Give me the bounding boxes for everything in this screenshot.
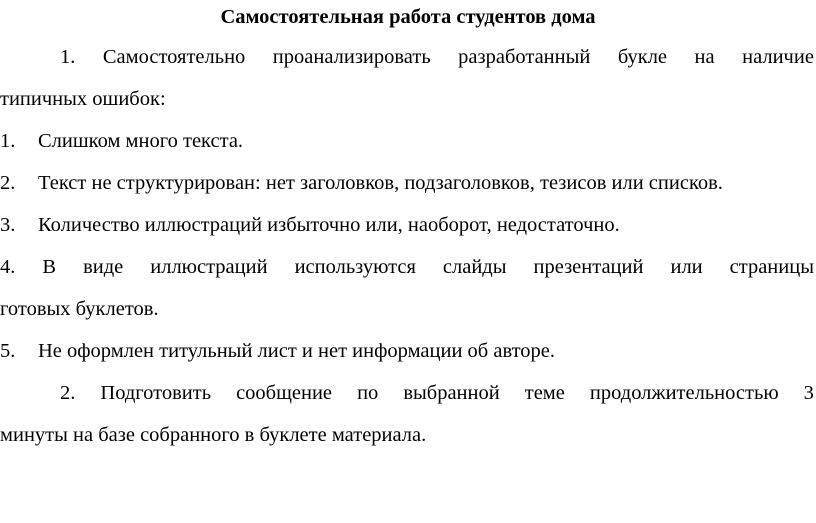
error-number: 2.: [0, 172, 16, 194]
error-text: Слишком много текста.: [38, 130, 244, 152]
error-word: иллюстраций: [150, 256, 268, 278]
error-item-5: [0, 338, 814, 364]
task-2-word: 3: [803, 382, 814, 404]
task-1-word: разработанный: [458, 46, 591, 68]
error-word: используются: [294, 256, 416, 278]
task-1-number: 1.: [60, 46, 76, 68]
error-number: 4.: [0, 256, 16, 278]
error-number: 5.: [0, 340, 16, 362]
error-word: виде: [83, 256, 124, 278]
error-item-3: [0, 212, 814, 238]
task-1-line-1: [60, 44, 814, 70]
task-2-line-1: [60, 380, 814, 406]
task-2-word: Подготовить: [100, 382, 212, 404]
task-1-word: на: [694, 46, 715, 68]
task-1-word: наличие: [742, 46, 814, 68]
error-word: слайды: [442, 256, 507, 278]
error-text: Не оформлен титульный лист и нет информации об авторе.: [38, 340, 556, 362]
error-word: или: [670, 256, 703, 278]
task-1-line-2: типичных ошибок:: [0, 88, 166, 110]
error-text: Количество иллюстраций избыточно или, наоборот, недостаточно.: [38, 214, 620, 236]
task-2-word: теме: [524, 382, 565, 404]
task-1-word: проанализировать: [272, 46, 431, 68]
task-2-number: 2.: [60, 382, 76, 404]
error-word: страницы: [729, 256, 814, 278]
error-number: 1.: [0, 130, 16, 152]
task-2-word: продолжительностью: [589, 382, 779, 404]
error-item-1: [0, 128, 814, 154]
task-2-line-2: минуты на базе собранного в буклете материала.: [0, 424, 427, 446]
task-1-word: Самостоятельно: [102, 46, 246, 68]
task-2-word: сообщение: [236, 382, 333, 404]
error-word: В: [42, 256, 57, 278]
task-1-word: букле: [617, 46, 668, 68]
document-title: Самостоятельная работа студентов дома: [220, 6, 596, 28]
error-number: 3.: [0, 214, 16, 236]
task-2-word: по: [357, 382, 379, 404]
error-item-2: [0, 170, 814, 196]
error-item-4-line-1: [0, 254, 814, 280]
error-item-4-line-2: готовых буклетов.: [0, 298, 159, 320]
task-2-word: выбранной: [403, 382, 500, 404]
error-text: Текст не структурирован: нет заголовков, подзаголовков, тезисов или списков.: [38, 172, 723, 194]
error-word: презентаций: [533, 256, 644, 278]
